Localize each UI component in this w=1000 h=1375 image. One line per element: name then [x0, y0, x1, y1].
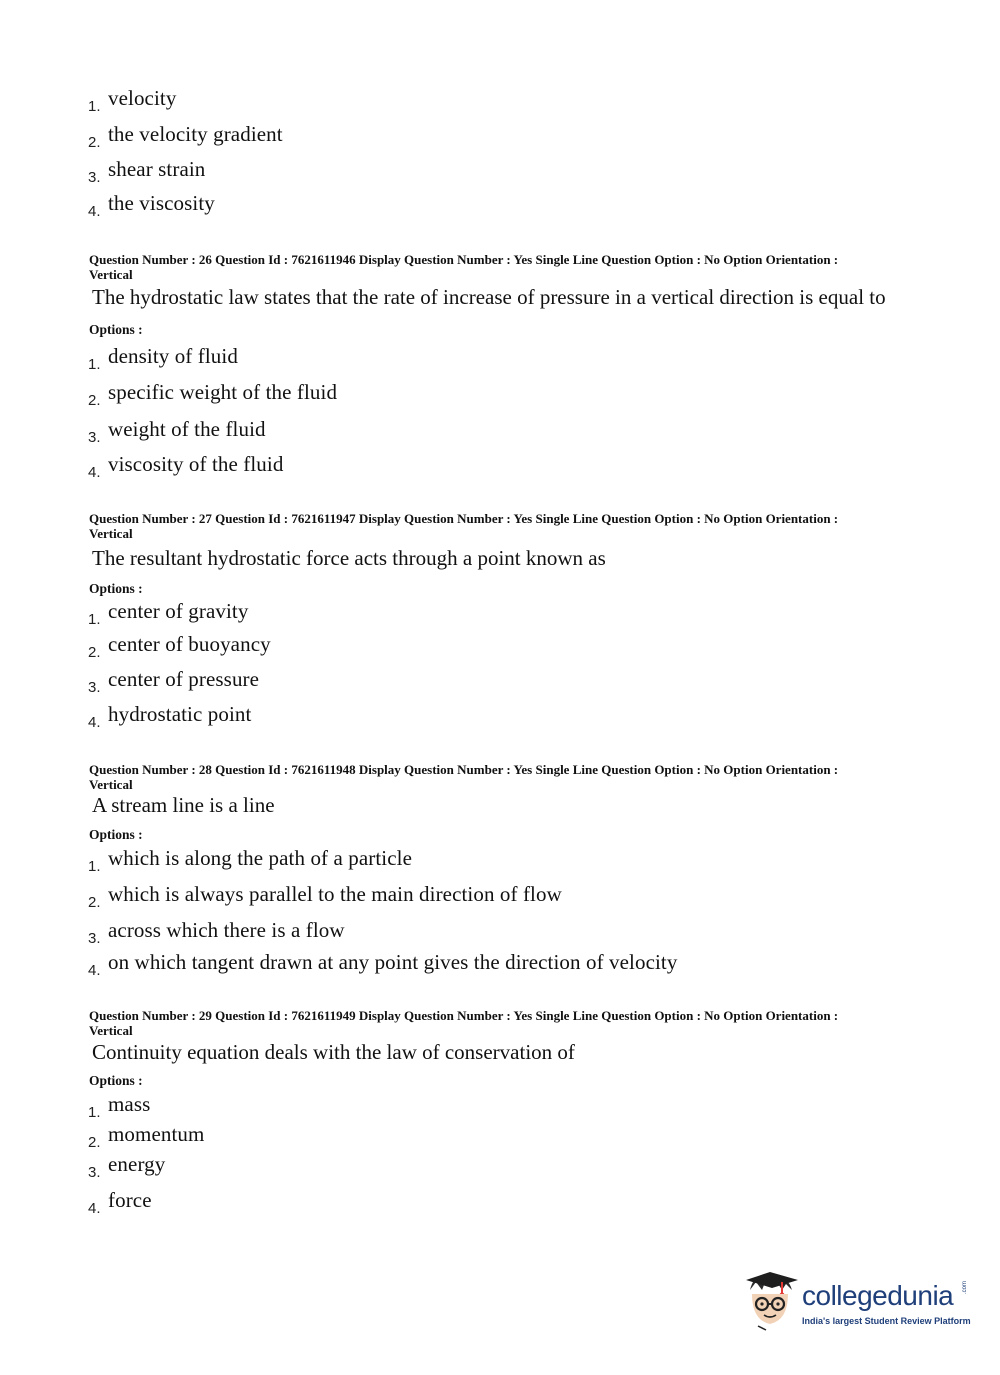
- question-header: Question Number : 29 Question Id : 7621611949 Display Question Number : Yes Single Line Question Option : No Option Orientation : Vertical: [89, 1008, 839, 1038]
- option-number: 4.: [88, 464, 101, 481]
- option-number: 4.: [88, 1200, 101, 1217]
- option-row: [88, 191, 215, 220]
- option-text: density of fluid: [108, 344, 238, 368]
- option-row: [88, 1188, 152, 1217]
- option-number: 3.: [88, 429, 101, 446]
- option-text: velocity: [108, 86, 177, 110]
- option-number: 1.: [88, 611, 101, 628]
- option-row: [88, 918, 345, 947]
- option-row: [88, 599, 248, 628]
- option-number: 3.: [88, 930, 101, 947]
- option-text: center of gravity: [108, 599, 249, 623]
- option-row: [88, 950, 677, 979]
- options-label: Options :: [89, 827, 143, 842]
- option-number: 2.: [88, 134, 101, 151]
- option-row: [88, 667, 259, 696]
- option-text: the velocity gradient: [108, 122, 283, 146]
- option-number: 2.: [88, 392, 101, 409]
- option-text: which is along the path of a particle: [108, 846, 413, 870]
- mascot-icon: [742, 1268, 800, 1336]
- option-row: [88, 122, 283, 151]
- option-row: [88, 846, 412, 875]
- option-text: which is always parallel to the main direction of flow: [108, 882, 562, 906]
- option-row: [88, 1152, 165, 1181]
- option-text: energy: [108, 1152, 166, 1176]
- question-header: Question Number : 28 Question Id : 7621611948 Display Question Number : Yes Single Line Question Option : No Option Orientation : Vertical: [89, 762, 839, 792]
- option-number: 1.: [88, 858, 101, 875]
- option-number: 3.: [88, 679, 101, 696]
- option-row: [88, 417, 266, 446]
- option-number: 4.: [88, 714, 101, 731]
- logo-tagline: India's largest Student Review Platform: [802, 1316, 971, 1326]
- option-text: viscosity of the fluid: [108, 452, 284, 476]
- option-number: 1.: [88, 1104, 101, 1121]
- option-text: across which there is a flow: [108, 918, 345, 942]
- option-number: 1.: [88, 356, 101, 373]
- option-row: [88, 452, 283, 481]
- options-label: Options :: [89, 1073, 143, 1088]
- option-text: center of pressure: [108, 667, 260, 691]
- option-row: [88, 86, 176, 115]
- question-text: Continuity equation deals with the law of conservation of: [92, 1040, 575, 1064]
- option-number: 3.: [88, 1164, 101, 1181]
- option-text: shear strain: [108, 157, 206, 181]
- question-text: A stream line is a line: [92, 793, 275, 817]
- option-text: on which tangent drawn at any point gives the direction of velocity: [108, 950, 678, 974]
- option-number: 2.: [88, 894, 101, 911]
- option-row: [88, 344, 238, 373]
- option-row: [88, 702, 251, 731]
- logo-wordmark: collegedunia: [802, 1280, 954, 1311]
- option-number: 3.: [88, 169, 101, 186]
- question-header: Question Number : 26 Question Id : 7621611946 Display Question Number : Yes Single Line Question Option : No Option Orientation : Vertical: [89, 252, 839, 282]
- option-row: [88, 632, 271, 661]
- logo-domain-suffix: .com: [962, 1280, 968, 1294]
- option-row: [88, 1092, 150, 1121]
- option-text: force: [108, 1188, 152, 1212]
- option-text: hydrostatic point: [108, 702, 252, 726]
- option-row: [88, 882, 562, 911]
- option-number: 4.: [88, 962, 101, 979]
- collegedunia-logo: [742, 1268, 972, 1340]
- option-text: mass: [108, 1092, 151, 1116]
- question-text: The resultant hydrostatic force acts through a point known as: [92, 546, 606, 570]
- options-label: Options :: [89, 581, 143, 596]
- option-row: [88, 380, 337, 409]
- option-text: center of buoyancy: [108, 632, 271, 656]
- option-row: [88, 1122, 204, 1151]
- option-number: 2.: [88, 1134, 101, 1151]
- option-text: the viscosity: [108, 191, 215, 215]
- option-number: 1.: [88, 98, 101, 115]
- question-header: Question Number : 27 Question Id : 7621611947 Display Question Number : Yes Single Line Question Option : No Option Orientation : Vertical: [89, 511, 839, 541]
- option-number: 4.: [88, 203, 101, 220]
- option-text: weight of the fluid: [108, 417, 266, 441]
- option-row: [88, 157, 205, 186]
- option-text: specific weight of the fluid: [108, 380, 338, 404]
- options-label: Options :: [89, 322, 143, 337]
- question-text: The hydrostatic law states that the rate of increase of pressure in a vertical direction is equal to: [92, 285, 886, 309]
- option-number: 2.: [88, 644, 101, 661]
- option-text: momentum: [108, 1122, 205, 1146]
